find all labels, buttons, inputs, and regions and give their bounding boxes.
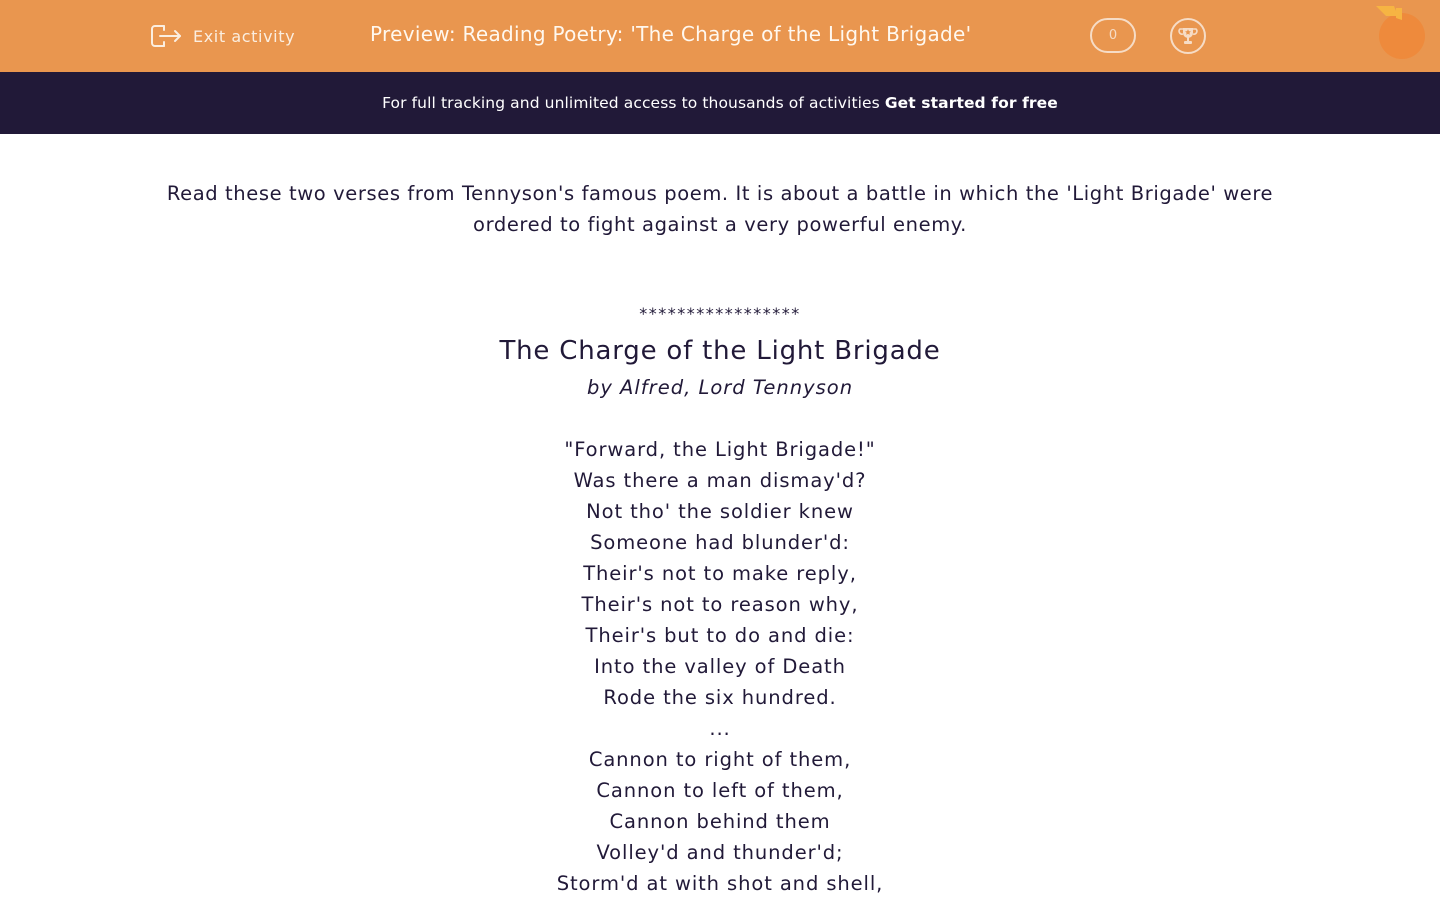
activity-title: Preview: Reading Poetry: 'The Charge of the Light Brigade' xyxy=(370,22,972,46)
poem-lines xyxy=(320,434,1120,899)
poem-line: Into the valley of Death xyxy=(594,655,846,678)
exit-activity-button[interactable] xyxy=(150,20,295,52)
exit-activity-label: Exit activity xyxy=(193,26,296,46)
poem-line: Not tho' the soldier knew xyxy=(586,500,854,523)
poem-line: Cannon to left of them, xyxy=(596,779,844,802)
exit-arrow-icon xyxy=(150,21,183,51)
poem-ellipsis: ... xyxy=(709,717,731,740)
poem-title: The Charge of the Light Brigade xyxy=(499,336,941,366)
signup-banner xyxy=(0,72,1440,134)
poem-block xyxy=(320,300,1120,899)
poem-line: Rode the six hundred. xyxy=(603,686,837,709)
question-intro: Read these two verses from Tennyson's famous poem. It is about a battle in which the 'Light Brigade' were ordered to fight against a very powerful enemy. xyxy=(166,182,1274,236)
poem-line: Their's but to do and die: xyxy=(585,624,855,647)
poem-line: Cannon behind them xyxy=(609,810,831,833)
trophy-button[interactable] xyxy=(1170,18,1206,54)
poem-line: Was there a man dismay'd? xyxy=(573,469,867,492)
poem-line: Storm'd at with shot and shell, xyxy=(556,872,884,895)
poem-line: Volley'd and thunder'd; xyxy=(596,841,844,864)
poem-separator: ***************** xyxy=(639,304,801,323)
poem-line: Their's not to make reply, xyxy=(583,562,857,585)
score-badge xyxy=(1090,18,1136,53)
top-bar xyxy=(0,0,1440,72)
poem-line: Their's not to reason why, xyxy=(581,593,859,616)
trophy-icon xyxy=(1177,25,1199,47)
poem-line: Cannon to right of them, xyxy=(588,748,852,771)
score-value: 0 xyxy=(1108,28,1118,43)
poem-line: "Forward, the Light Brigade!" xyxy=(564,438,876,461)
banner-text: For full tracking and unlimited access to thousands of activities xyxy=(382,94,880,112)
poem-author: by Alfred, Lord Tennyson xyxy=(586,376,854,399)
get-started-link[interactable]: Get started for free xyxy=(884,94,1058,112)
orange-logo-icon xyxy=(1374,4,1430,62)
poem-line: Someone had blunder'd: xyxy=(590,531,850,554)
